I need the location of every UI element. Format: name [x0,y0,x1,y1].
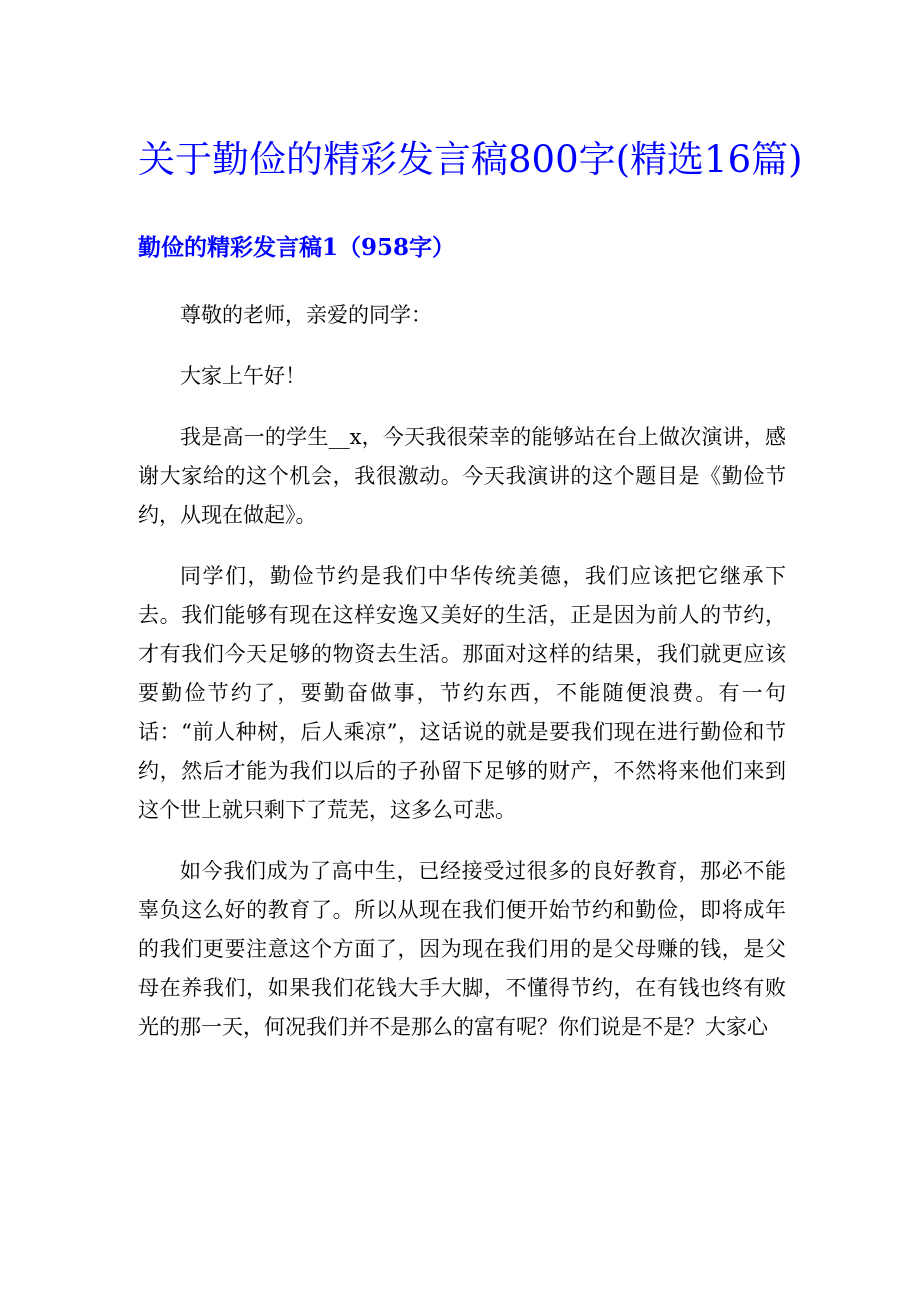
section-heading: 勤俭的精彩发言稿1（958字） [138,234,456,261]
document-title: 关于勤俭的精彩发言稿800字(精选16篇) [138,138,803,181]
body-paragraph: 如今我们成为了高中生，已经接受过很多的良好教育，那必不能辜负这么好的教育了。所以从现在我们便开始节约和勤俭，即将成年的我们更要注意这个方面了，因为现在我们用的是父母赚的钱，是父母在养我们，如果我们花钱大手大脚，不懂得节约，在有钱也终有败光的那一天，何况我们并不是那么的富有呢？你们说是不是？大家心 [138,859,786,1039]
document-body [138,296,786,1069]
greeting-paragraph: 大家上午好！ [180,364,306,388]
body-paragraph: 同学们，勤俭节约是我们中华传统美德，我们应该把它继承下去。我们能够有现在这样安逸又美好的生活，正是因为前人的节约，才有我们今天足够的物资去生活。那面对这样的结果，我们就更应该要勤俭节约了，要勤奋做事，节约东西，不能随便浪费。有一句话：“前人种树，后人乘凉”，这话说的就是要我们现在进行勤俭和节约，然后才能为我们以后的子孙留下足够的财产，不然将来他们来到这个世上就只剩下了荒芜，这多么可悲。 [138,564,786,822]
body-paragraph: 我是高一的学生__x，今天我很荣幸的能够站在台上做次演讲，感谢大家给的这个机会，我很激动。今天我演讲的这个题目是《勤俭节约，从现在做起》。 [138,425,786,527]
salutation-paragraph: 尊敬的老师，亲爱的同学： [180,303,432,327]
